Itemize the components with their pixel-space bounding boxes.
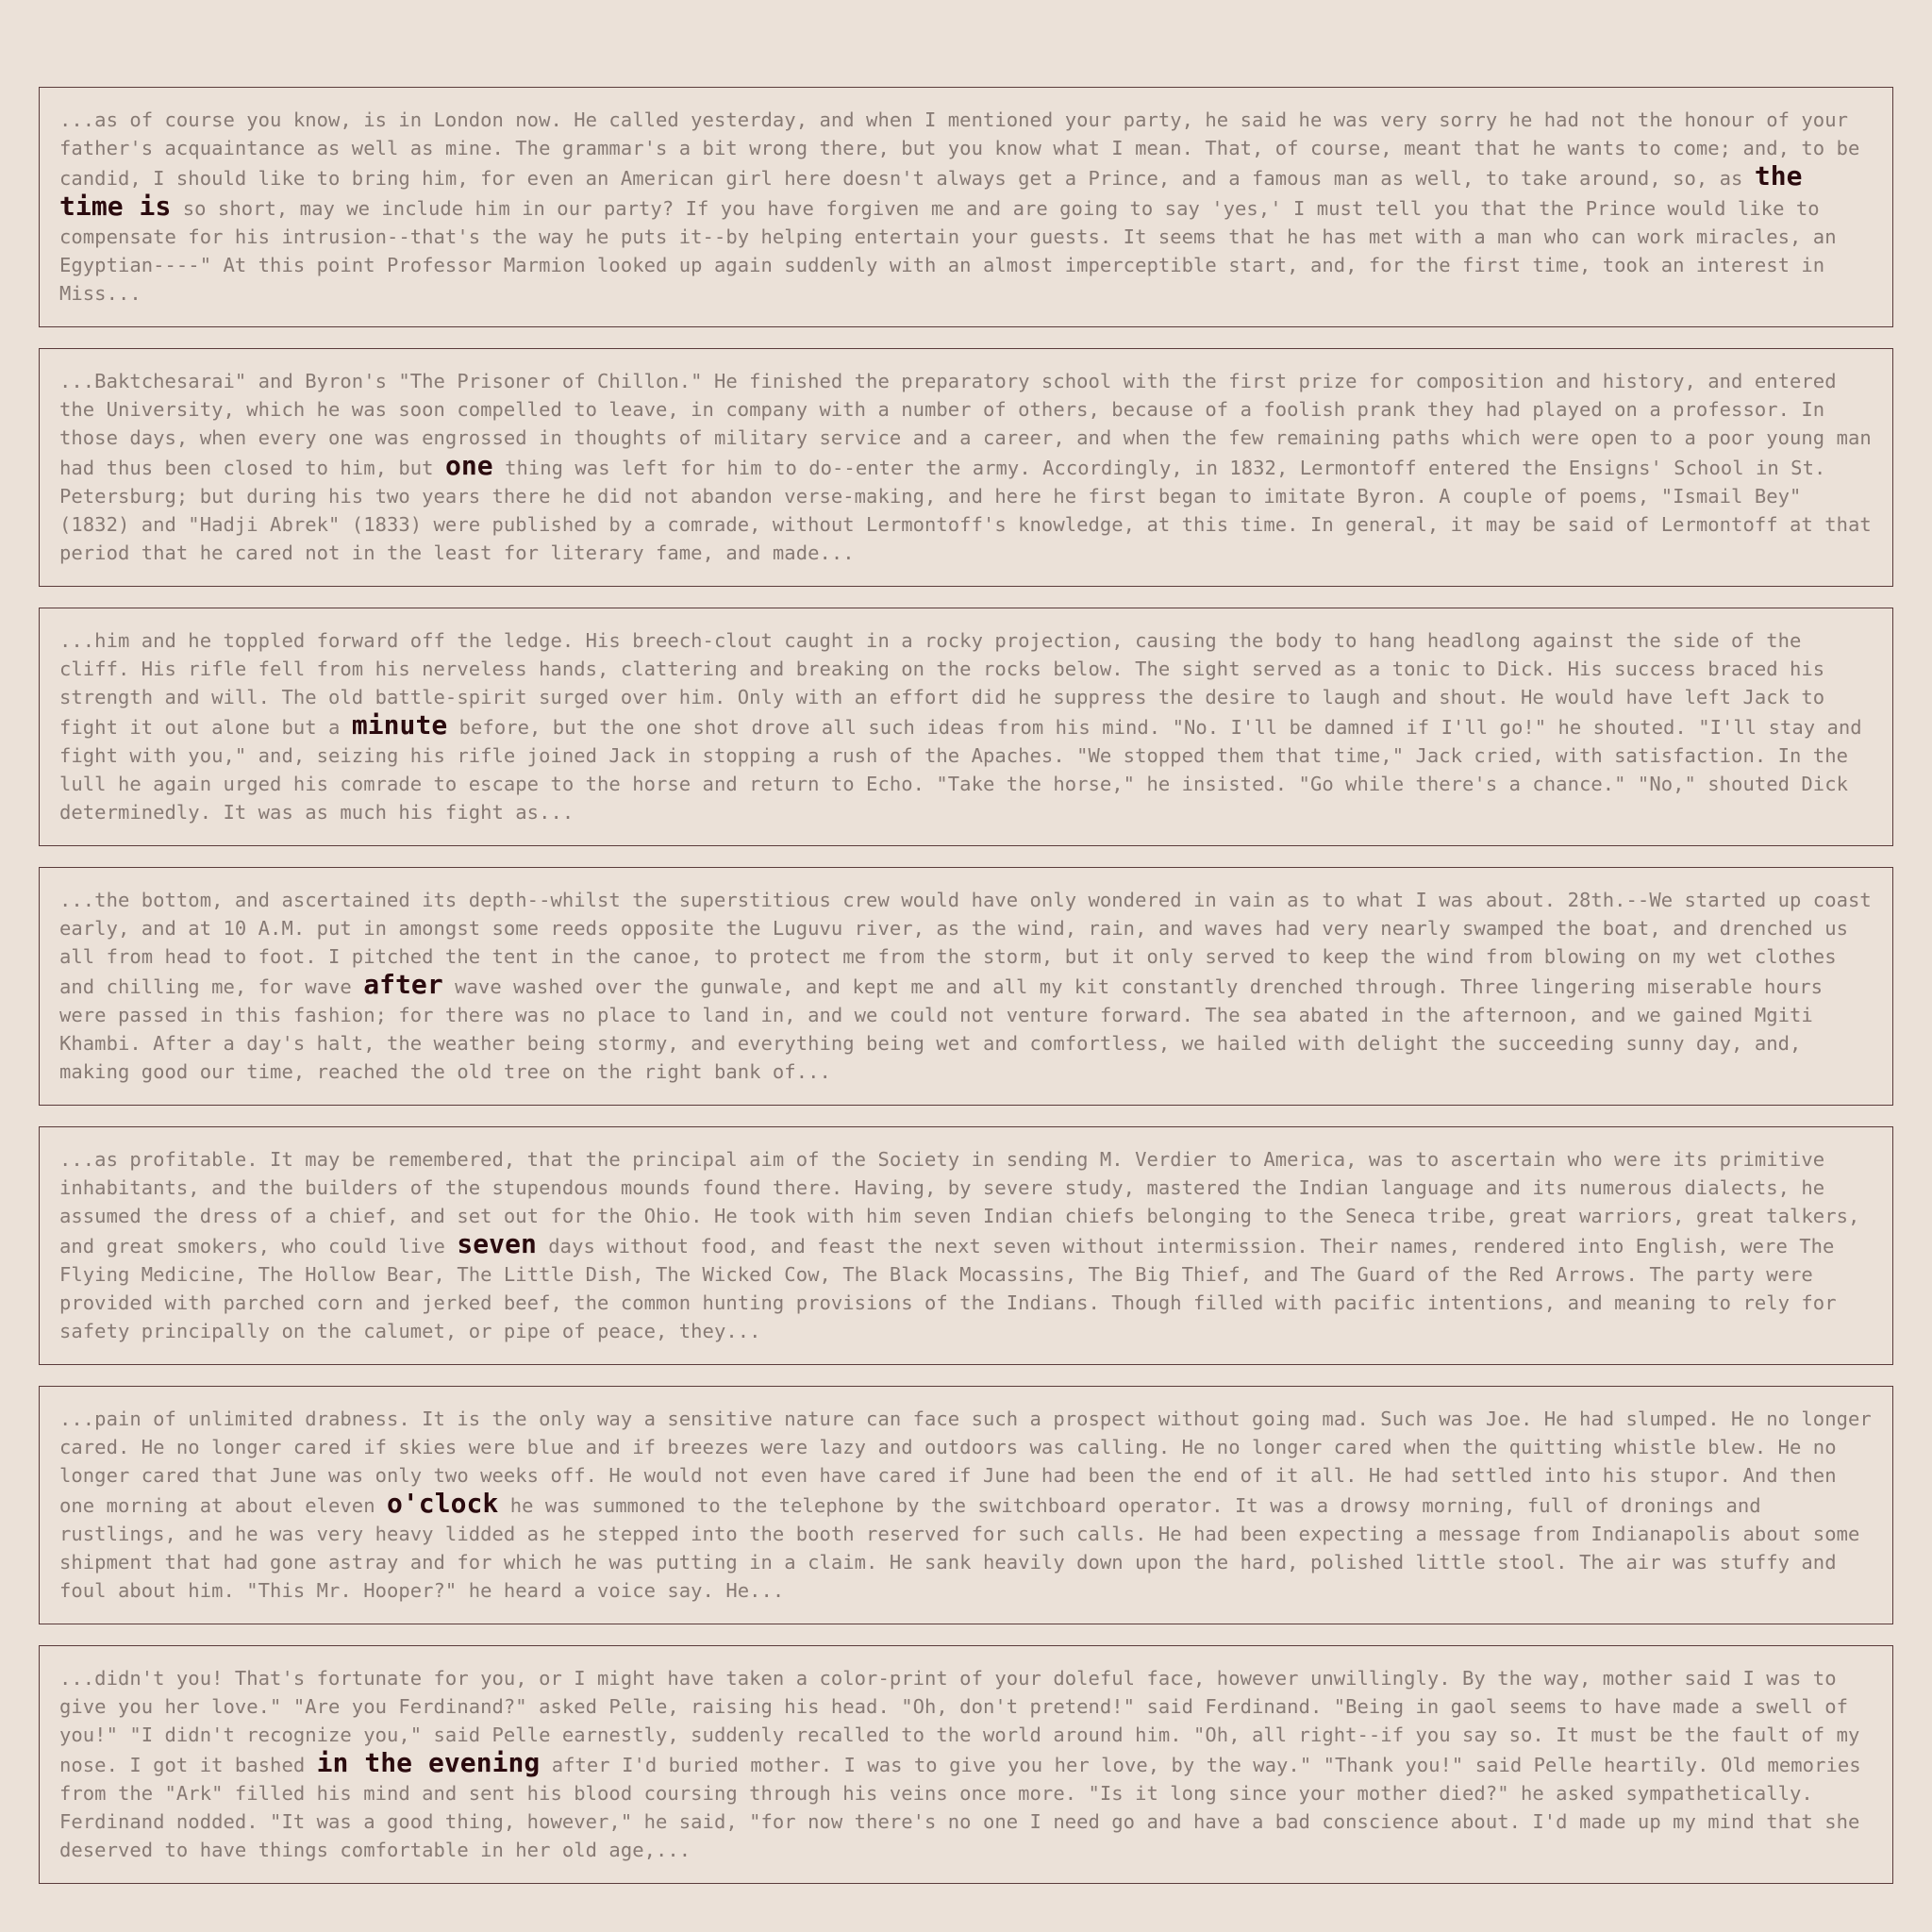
passage-text [59,1664,1873,1864]
passage-text [59,367,1873,567]
passage-text [59,1145,1873,1345]
highlighted-phrase: in the evening [316,1747,541,1778]
passage-text-after: wave washed over the gunwale, and kept me and all my kit constantly drenched through. Three lingering miserable hours were passed in this fashion; for there was no place to land in, and we could not venture forward. The sea abated in the afternoon, and we gained Mgiti Khambi. After a day's halt, the weather being stormy, and everything being wet and comfortless, we hailed with delight the succeeding sunny day, and, making good our time, reached the old tree on the right bank of... [59,975,1824,1083]
passage-panel [39,608,1893,846]
highlighted-phrase: seven [457,1228,537,1259]
passage-text [59,626,1873,826]
highlighted-phrase: the time is [59,160,1803,222]
passage-text-after: after I'd buried mother. I was to give you her love, by the way." "Thank you!" said Pelle heartily. Old memories from the "Ark" filled his mind and sent his blood coursing through his veins once more. "Is it long since your mother died?" he asked sympathetically. Ferdinand nodded. "It was a good thing, however," he said, "for now there's no one I need go and have a bad conscience about. I'd made up my mind that she deserved to have things comfortable in her old age,... [59,1754,1861,1861]
passage-text-after: days without food, and feast the next seven without intermission. Their names, rendered into English, were The Flying Medicine, The Hollow Bear, The Little Dish, The Wicked Cow, The Black Mocassins, The Big Thief, and The Guard of the Red Arrows. The party were provided with parched corn and jerked beef, the common hunting provisions of the Indians. Though filled with pacific intentions, and meaning to rely for safety principally on the calumet, or pipe of peace, they... [59,1235,1837,1342]
passage-text-before: ...the bottom, and ascertained its depth--whilst the superstitious crew would have only wondered in vain as to what I was about. 28th.--We started up coast early, and at 10 A.M. put in amongst some reeds opposite the Luguvu river, as the wind, rain, and waves had very nearly swamped the boat, and drenched us all from head to foot. I pitched the tent in the canoe, to protect me from the storm, but it only served to keep the wind from blowing on my wet clothes and chilling me, for wave [59,889,1872,998]
passage-text-after: he was summoned to the telephone by the switchboard operator. It was a drowsy morning, full of dronings and rustlings, and he was very heavy lidded as he stepped into the booth reserved for such calls. He had been expecting a message from Indianapolis about some shipment that had gone astray and for which he was putting in a claim. He sank heavily down upon the hard, polished little stool. The air was stuffy and foul about him. "This Mr. Hooper?" he heard a voice say. He... [59,1494,1860,1602]
passage-text-before: ...him and he toppled forward off the ledge. His breech-clout caught in a rocky projection, causing the body to hang headlong against the side of the cliff. His rifle fell from his nerveless hands, clattering and breaking on the rocks below. The sight served as a tonic to Dick. His success braced his strength and will. The old battle-spirit surged over him. Only with an effort did he suppress the desire to laugh and shout. He would have left Jack to fight it out alone but a [59,629,1825,739]
passage-text-after: so short, may we include him in our party? If you have forgiven me and are going to say 'yes,' I must tell you that the Prince would like to compensate for his intrusion--that's the way he puts it--by helping entertain your guests. It seems that he has met with a man who can work miracles, an Egyptian----" At this point Professor Marmion looked up again suddenly with an almost imperceptible start, and, for the first time, took an interest in Miss... [59,197,1837,305]
passage-panel [39,348,1893,587]
highlighted-phrase: after [363,969,443,1000]
highlighted-phrase: minute [351,709,448,741]
passage-list [39,87,1893,1905]
passage-text-before: ...didn't you! That's fortunate for you, or I might have taken a color-print of your doleful face, however unwillingly. By the way, mother said I was to give you her love." "Are you Ferdinand?" asked Pelle, raising his head. "Oh, don't pretend!" said Ferdinand. "Being in gaol seems to have made a swell of you!" "I didn't recognize you," said Pelle earnestly, suddenly recalled to the world around him. "Oh, all right--if you say so. It must be the fault of my nose. I got it bashed [59,1667,1860,1776]
passage-panel [39,1645,1893,1884]
passage-panel [39,1386,1893,1624]
passage-panel [39,1126,1893,1365]
highlighted-phrase: one [444,450,493,481]
passage-text [59,886,1873,1086]
passage-text-before: ...pain of unlimited drabness. It is the only way a sensitive nature can face such a prospect without going mad. Such was Joe. He had slumped. He no longer cared. He no longer cared if skies were blue and if breezes were lazy and outdoors was calling. He no longer cared when the quitting whistle blew. He no longer cared that June was only two weeks off. He would not even have cared if June had been the end of it all. He had settled into his stupor. And then one morning at about eleven [59,1407,1872,1517]
highlighted-phrase: o'clock [386,1488,499,1519]
passage-text-before: ...as of course you know, is in London now. He called yesterday, and when I mentioned your party, he said he was very sorry he had not the honour of your father's acquaintance as well as mine. The grammar's a bit wrong there, but you know what I mean. That, of course, meant that he wants to come; and, to be candid, I should like to bring him, for even an American girl here doesn't always get a Prince, and a famous man as well, to take around, so, as [59,108,1860,190]
passage-panel [39,867,1893,1106]
passage-text [59,106,1873,308]
passage-panel [39,87,1893,327]
passage-text-before: ...Baktchesarai" and Byron's "The Prisoner of Chillon." He finished the preparatory school with the first prize for composition and history, and entered the University, which he was soon compelled to leave, in company with a number of others, because of a foolish prank they had played on a professor. In those days, when every one was engrossed in thoughts of military service and a career, and when the few remaining paths which were open to a poor young man had thus been closed to him, but [59,370,1872,479]
passage-text-before: ...as profitable. It may be remembered, that the principal aim of the Society in sending M. Verdier to America, was to ascertain who were its primitive inhabitants, and the builders of the stupendous mounds found there. Having, by severe study, mastered the Indian language and its numerous dialects, he assumed the dress of a chief, and set out for the Ohio. He took with him seven Indian chiefs belonging to the Seneca tribe, great warriors, great talkers, and great smokers, who could live [59,1148,1860,1257]
passage-text-after: thing was left for him to do--enter the army. Accordingly, in 1832, Lermontoff entered the Ensigns' School in St. Petersburg; but during his two years there he did not abandon verse-making, and here he first began to imitate Byron. A couple of poems, "Ismail Bey" (1832) and "Hadji Abrek" (1833) were published by a comrade, without Lermontoff's knowledge, at this time. In general, it may be said of Lermontoff at that period that he cared not in the least for literary fame, and made... [59,457,1872,564]
passage-text [59,1405,1873,1605]
passage-text-after: before, but the one shot drove all such ideas from his mind. "No. I'll be damned if I'll go!" he shouted. "I'll stay and fight with you," and, seizing his rifle joined Jack in stopping a rush of the Apaches. "We stopped them that time," Jack cried, with satisfaction. In the lull he again urged his comrade to escape to the horse and return to Echo. "Take the horse," he insisted. "Go while there's a chance." "No," shouted Dick determinedly. It was as much his fight as... [59,716,1862,824]
